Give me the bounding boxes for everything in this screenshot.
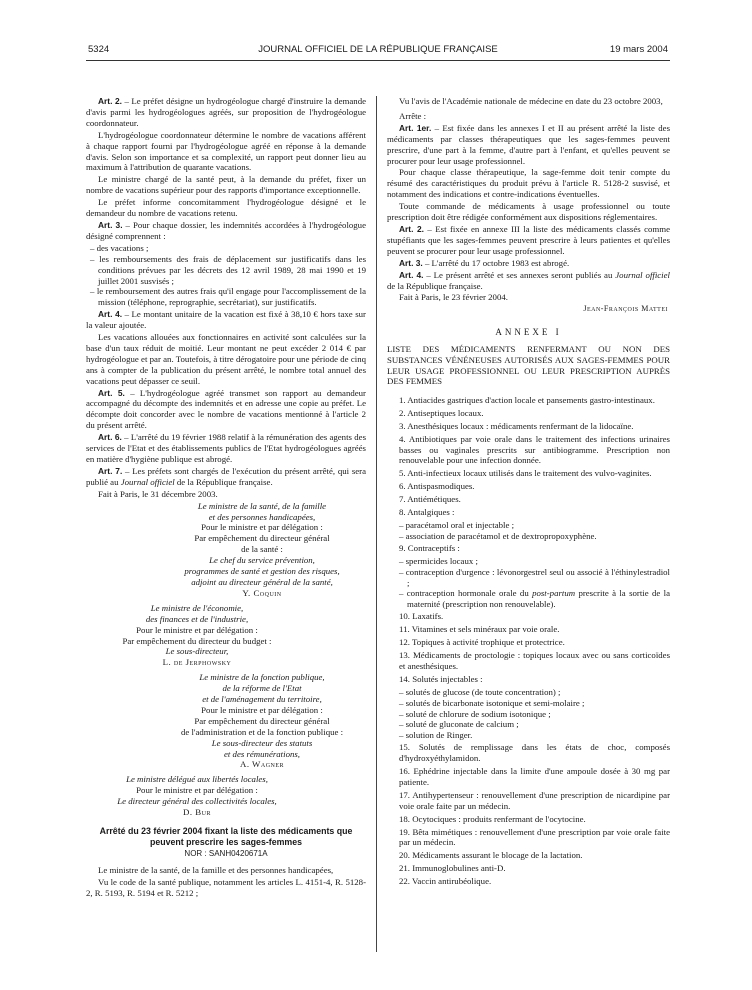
signature-line: Par empêchement du directeur du budget : (122, 635, 272, 646)
paragraph: Vu le code de la santé publique, notamment les articles L. 4151-4, R. 5128-2, R. 5193, R. 5194 et R. 5212 ; (86, 876, 366, 898)
list-item: 18. Ocytociques : produits renfermant de l'ocytocine. (399, 813, 586, 824)
signature-line: Pour le ministre et par délégation : (201, 704, 323, 715)
item-text: – contraception hormonale orale du (399, 588, 533, 599)
sub-list-item: – solutés de glucose (de toute concentration) ; (399, 686, 561, 697)
paragraph: Le ministre de la santé, de la famille et des personnes handicapées, (98, 864, 334, 875)
page-header (88, 44, 668, 58)
article-label: Art. 3. (399, 257, 423, 268)
annex-heading: LISTE DES MÉDICAMENTS RENFERMANT OU NON DES SUBSTANCES VÉNÉNEUSES AUTORISÉS AUX SAGES-FEMMES POUR LEUR USAGE PROFESSIONNEL OU LEUR PRESCRIPTION AUPRÈS DES FEMMES (387, 344, 670, 387)
list-item: 20. Médicaments assurant le blocage de la lactation. (399, 850, 583, 861)
list-item: 22. Vaccin antirubéolique. (399, 876, 492, 887)
signature-line: des finances et de l'industrie, (145, 613, 249, 624)
list-item: 3. Anesthésiques locaux : médicaments renfermant de la lidocaïne. (399, 420, 634, 431)
left-column (86, 96, 366, 900)
signature-line: Le ministre délégué aux libertés locales, (126, 774, 268, 785)
annex-title: ANNEXE I (495, 327, 562, 338)
signature-line: Le sous-directeur des statuts (211, 737, 313, 748)
signature-block-libertes (86, 774, 366, 818)
paragraph: Le préfet informe concomitamment l'hydrogéologue désigné et le demandeur du nombre de vacations retenu. (86, 197, 366, 219)
article-1 (387, 123, 670, 167)
paragraph: Le ministre chargé de la santé peut, à la demande du préfet, fixer un nombre de vacations supérieur pour des rapports d'importance exceptionnelle. (86, 174, 366, 196)
indemnity-list (86, 243, 366, 308)
article-7 (86, 466, 366, 488)
sub-list (387, 687, 670, 742)
article-text: – Le préfet désigne un hydrogéologue chargé d'instruire la demande d'avis parmi les hydrogéologues agréés, sur proposition de l'hydrogéologue coordonnateur. (86, 96, 366, 128)
article-label: Art. 6. (98, 432, 122, 443)
list-item: 15. Solutés de remplissage dans les états de choc, composés d'hydroxyéthylamidon. (399, 742, 670, 764)
journal-name: Journal officiel (120, 476, 175, 487)
article-label: Art. 5. (98, 387, 125, 398)
article-label: Art. 2. (98, 96, 123, 106)
signature-line: de l'administration et de la fonction publique : (180, 726, 344, 737)
article-text: de la République française. (387, 280, 483, 291)
list-item: 4. Antibiotiques par voie orale dans le traitement des infections urinaires basses ou vaginales prescrits sur antibiogramme. Prescription non renouvelable pour une infection donnée. (399, 433, 670, 466)
journal-title: JOURNAL OFFICIEL DE LA RÉPUBLIQUE FRANÇAISE (258, 44, 498, 55)
sub-list-item: – solution de Ringer. (399, 730, 473, 741)
article-text: – Le présent arrêté et ses annexes seront publiés au (423, 269, 616, 280)
journal-name: Journal officiel (615, 269, 670, 280)
list-item: – les remboursements des frais de déplacement sur justificatifs dans les conditions prévues par les décrets des 12 avril 1989, 28 mai 1990 et 19 juillet 2001 susvisés ; (90, 253, 366, 286)
list-item: 16. Ephédrine injectable dans la limite d'une ampoule dosée à 30 mg par patiente. (399, 766, 670, 787)
column-divider (376, 96, 377, 952)
signature-line: de la santé : (241, 544, 283, 555)
article-text: – L'hydrogéologue agréé transmet son rapport au demandeur accompagné du décompte des indemnités et en adresse une copie au préfet. Le décompte doit concorder avec le nombre de vacations mentionné à l'article 2 du présent arrêté. (86, 387, 366, 431)
nor-reference: NOR : SANH0420671A (184, 849, 268, 858)
sub-list-item: – soluté de gluconate de calcium ; (399, 719, 519, 730)
issue-date: 19 mars 2004 (609, 44, 668, 55)
signature-line: et de l'aménagement du territoire, (202, 694, 322, 705)
list-item: 6. Antispasmodiques. (399, 481, 475, 492)
sub-list-item: – association de paracétamol et de dextropropoxyphène. (399, 530, 597, 541)
signature-block-fonction-publique (86, 672, 366, 770)
done-at: Fait à Paris, le 23 février 2004. (399, 292, 508, 303)
signature-line: Le ministre de l'économie, (150, 602, 244, 613)
signature-line: programmes de santé et gestion des risques, (184, 566, 340, 577)
signature-line: Le ministre de la santé, de la famille (197, 500, 327, 511)
signatory-name: Jean-François Mattei (583, 304, 668, 314)
signature-line: Par empêchement du directeur général (194, 715, 330, 726)
signature-line: Par empêchement du directeur général (194, 533, 330, 544)
article-label: Art. 4. (399, 269, 424, 280)
arrete-title: Arrêté du 23 février 2004 fixant la liste des médicaments que peuvent prescrire les sages-femmes (99, 826, 353, 847)
article-label: Art. 4. (98, 309, 123, 320)
signatory-name: A. Wagner (239, 759, 285, 770)
article-text: – Le montant unitaire de la vacation est fixé à 38,10 € hors taxe sur la valeur ajoutée. (86, 309, 366, 331)
signature-line: Le chef du service prévention, (209, 555, 315, 566)
sub-list (387, 520, 670, 542)
signatory-name: D. Bur (183, 807, 211, 818)
signature-line: et des rémunérations, (224, 748, 300, 759)
list-item: 9. Contraceptifs : (399, 542, 460, 553)
sub-list-item (387, 588, 670, 610)
list-item: 17. Antihypertenseur : renouvellement d'une prescription de nicardipine par voie orale faite par un médecin. (399, 789, 670, 811)
article-label: Art. 3. (98, 219, 123, 230)
sub-list-item: – paracétamol oral et injectable ; (399, 520, 515, 530)
article-text: – L'arrêté du 17 octobre 1983 est abrogé. (422, 257, 570, 268)
sub-list-item: – contraception d'urgence : lévonorgestrel seul ou associé à l'éthinylestradiol ; (399, 566, 670, 588)
signature-line: Pour le ministre et par délégation : (136, 624, 258, 635)
article-text: – Les préfets sont chargés de l'exécution du présent arrêté, qui sera publié au (86, 465, 366, 487)
list-item: 2. Antiseptiques locaux. (399, 407, 484, 418)
sub-list-item: – solutés de bicarbonate isotonique et semi-molaire ; (399, 697, 585, 708)
paragraph: Pour chaque classe thérapeutique, la sage-femme doit tenir compte du résumé des caractéristiques du produit prévu à l'article R. 5128-2 susvisé, et notamment des indications et contre-indications éventuelles. (387, 167, 670, 200)
signature-line: Le directeur général des collectivités locales, (117, 796, 277, 807)
signature-line: de la réforme de l'Etat (222, 683, 302, 694)
list-item: 8. Antalgiques : (399, 507, 455, 518)
arrete-heading: Arrête : (399, 110, 427, 121)
item-text: prescrite à la sortie de la maternité (prescription non renouvelable). (407, 588, 670, 610)
article-label: Art. 7. (98, 465, 123, 476)
paragraph: Toute commande de médicaments à usage professionnel ou toute prescription doit être rédigée conformément aux dispositions réglementaires. (387, 201, 670, 223)
medication-list (387, 395, 670, 887)
article-text: de la République française. (174, 476, 273, 487)
paragraph: L'hydrogéologue coordonnateur détermine le nombre de vacations afférent à chaque rapport fourni par l'hydrogéologue agréé en réponse à la demande d'avis. Selon son importance et sa complexité, un rapport peut donner lieu au maximum à l'attribution de quarante vacations. (86, 129, 366, 173)
done-at: Fait à Paris, le 31 décembre 2003. (98, 488, 218, 499)
article-text: – Est fixée dans les annexes I et II au présent arrêté la liste des médicaments par classes thérapeutiques que les sages-femmes peuvent prescrire, d'une part à la femme, d'autre part à l'enfant, et qu'elles peuvent se procurer pour leur usage professionnel. (387, 122, 670, 166)
article-label: Art. 1er. (399, 122, 432, 133)
article-2 (86, 96, 366, 129)
signatory-name: L. de Jerphowsky (162, 657, 232, 668)
signatory-name: Y. Coquin (242, 587, 282, 598)
article-text: – Est fixée en annexe III la liste des médicaments classés comme stupéfiants que les sages-femmes peuvent prescrire à leurs patientes et qu'elles peuvent se procurer pour leur usage professionnel. (387, 223, 670, 256)
signature-line: Pour le ministre et par délégation : (201, 522, 323, 533)
right-column (387, 96, 670, 889)
article-4 (387, 270, 670, 292)
list-item: – des vacations ; (90, 242, 149, 253)
signature-line: adjoint au directeur général de la santé, (191, 576, 333, 587)
sub-list-item: – soluté de chlorure de sodium isotonique ; (399, 708, 551, 719)
paragraph: Les vacations allouées aux fonctionnaires en activité sont calculées sur la base d'un taux réduit de moitié. Leur montant ne peut excéder 2 014 € par hydrogéologue et par an. Toutefois, à titre dérogatoire pour une période de cinq ans à compter de la publication du présent arrêté, le nombre total annuel des vacations peut dépasser ce seuil. (86, 332, 366, 386)
list-item: 11. Vitamines et sels minéraux par voie orale. (399, 624, 560, 635)
item-text-italic: post-partum (532, 588, 576, 599)
article-text: – Pour chaque dossier, les indemnités accordées à l'hydrogéologue désigné comprennent : (86, 219, 366, 241)
signature-line: Le ministre de la fonction publique, (199, 672, 325, 683)
list-item: 10. Laxatifs. (399, 611, 444, 622)
list-item: 5. Anti-infectieux locaux utilisés dans le traitement des vulvo-vaginites. (399, 468, 652, 479)
sub-list-item: – spermicides locaux ; (399, 555, 478, 566)
signature-line: Pour le ministre et par délégation : (136, 785, 258, 796)
sub-list (387, 556, 670, 611)
paragraph: Vu l'avis de l'Académie nationale de médecine en date du 23 octobre 2003, (399, 96, 663, 106)
signature-line: et des personnes handicapées, (208, 511, 316, 522)
list-item: – le remboursement des autres frais qu'il engage pour l'accomplissement de la mission (téléphone, reprographie, secrétariat), sur justificatifs. (90, 286, 366, 308)
list-item: 21. Immunoglobulines anti-D. (399, 863, 506, 874)
article-label: Art. 2. (399, 223, 424, 234)
signature-block-sante (86, 501, 366, 599)
article-3 (387, 258, 670, 269)
list-item: 7. Antiémétiques. (399, 494, 461, 505)
article-6 (86, 432, 366, 465)
page-number: 5324 (88, 44, 110, 55)
article-2 (387, 224, 670, 257)
article-3 (86, 220, 366, 242)
signature-line: Le sous-directeur, (165, 646, 229, 657)
list-item: 14. Solutés injectables : (399, 673, 483, 684)
list-item: 13. Médicaments de proctologie : topiques locaux avec ou sans corticoïdes et anesthésiques. (399, 649, 670, 671)
list-item: 12. Topiques à activité trophique et protectrice. (399, 637, 565, 648)
article-4 (86, 309, 366, 331)
list-item: 19. Bêta mimétiques : renouvellement d'une prescription par voie orale faite par un médecin. (399, 826, 670, 848)
list-item: 1. Antiacides gastriques d'action locale et pansements gastro-intestinaux. (399, 394, 655, 405)
signature-block-economie (86, 603, 366, 668)
article-text: – L'arrêté du 19 février 1988 relatif à la rémunération des agents des services de l'Etat et des établissements publics de l'Etat hydrogéologues agréés en matière d'hygiène publique est abrogé. (86, 432, 366, 464)
article-5 (86, 388, 366, 432)
header-rule (86, 60, 670, 61)
